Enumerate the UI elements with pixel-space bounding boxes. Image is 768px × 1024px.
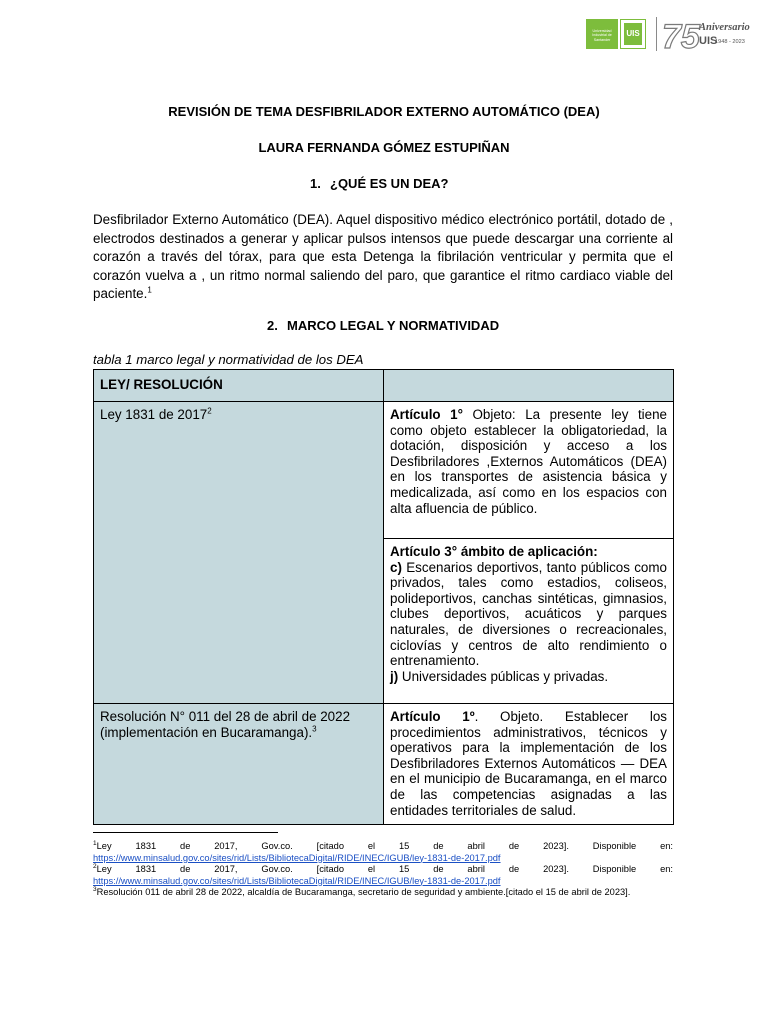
author-name: LAURA FERNANDA GÓMEZ ESTUPIÑAN	[258, 140, 510, 155]
item-j-text: Universidades públicas y privadas.	[398, 668, 609, 684]
intro-text: Desfibrilador Externo Automático (DEA). Aquel dispositivo médico electrónico portátil, dotado de , electrodos destinados a generar y aplicar pulsos intensos que puede descargar una corriente al corazón a través del tórax, para que esta Detenga la fibrilación ventricular y permita que el corazón vuelva a , un ritmo normal saliendo del paro, que garantice el ritmo cardiaco viable del paciente.	[93, 212, 673, 301]
university-logo-text: Universidad Industrial de Santander	[592, 29, 612, 42]
footnote-ref-2[interactable]: 2	[207, 406, 212, 416]
item-j-label: j)	[390, 668, 399, 684]
table-row	[94, 402, 674, 539]
section-2-heading	[267, 318, 499, 333]
logo-divider	[656, 17, 657, 51]
document-title: REVISIÓN DE TEMA DESFIBRILADOR EXTERNO AUTOMÁTICO (DEA)	[168, 104, 600, 119]
anniversary-brand: UIS	[699, 35, 718, 47]
footnote-2	[93, 864, 673, 887]
section-1-title: ¿QUÉ ES UN DEA?	[330, 176, 449, 191]
footnote-text: Ley 1831 de 2017, Gov.co. [citado el 15 de abril de 2023]. Disponible en:	[96, 841, 673, 851]
header-logos	[586, 17, 762, 51]
section-2-title: MARCO LEGAL Y NORMATIVIDAD	[287, 318, 500, 333]
footnote-text: Ley 1831 de 2017, Gov.co. [citado el 15 de abril de 2023]. Disponible en:	[96, 864, 673, 874]
article-text: . Objeto. Establecer los procedimientos administrativos, técnicos y operativos para la implementación de los Desfibriladores Externos Automáticos — DEA en el municipio de Bucaramanga, en el marco de las competencias asignadas a las entidades territoriales de salud.	[390, 709, 667, 818]
legal-framework-table	[93, 369, 674, 825]
section-2-number: 2.	[267, 318, 278, 333]
item-c-label: c)	[390, 559, 402, 575]
law-name: Resolución N° 011 del 28 de abril de 2022 (implementación en Bucaramanga).	[100, 709, 351, 740]
university-logo	[586, 19, 618, 49]
section-1-number: 1.	[310, 176, 321, 191]
footnote-1	[93, 841, 673, 864]
item-c-text: Escenarios deportivos, tanto públicos como privados, tales como estadios, coliseos, polideportivos, canchas sintéticas, gimnasios, clubes deportivos, acuáticos y parques naturales, de diversiones o recreacionales, ciclovías y centros de alto rendimiento o entrenamiento.	[390, 559, 667, 669]
footnote-text: Resolución 011 de abril 28 de 2022, alcaldía de Bucaramanga, secretario de seguridad y ambiente.[citado el 15 de abril de 2023].	[96, 887, 631, 897]
anniversary-number: 75	[662, 18, 700, 51]
uis-logo-mark: UIS	[624, 23, 642, 45]
law-cell	[94, 402, 384, 704]
footnote-number: 2	[93, 862, 97, 870]
anniversary-logo	[662, 17, 762, 51]
article-title: Artículo 1º	[390, 709, 475, 724]
anniversary-word: Aniversario	[699, 22, 750, 33]
table-caption: tabla 1 marco legal y normatividad de los DEA	[93, 352, 364, 367]
footnote-3	[93, 887, 673, 899]
article-text: Objeto: La presente ley tiene como objeto establecer la obligatoriedad, la dotación, disposición y acceso a los Desfibriladores ,Externos Automáticos (DEA) en los transportes de asistencia básica y medicalizada, así como en los espacios con alta afluencia de público.	[390, 407, 667, 516]
footnote-link[interactable]: https://www.minsalud.gov.co/sites/rid/Lists/BibliotecaDigital/RIDE/INEC/IGUB/ley-1831-de-2017.pdf	[93, 875, 501, 886]
footnote-number: 3	[93, 885, 97, 893]
table-header-law: LEY/ RESOLUCIÓN	[94, 370, 384, 402]
table-header-row	[94, 370, 674, 402]
table-row	[94, 704, 674, 825]
law-cell	[94, 704, 384, 825]
section-1-heading	[310, 176, 448, 191]
footnote-ref-3[interactable]: 3	[312, 724, 317, 734]
intro-paragraph	[93, 211, 673, 304]
article-cell	[384, 704, 674, 825]
uis-logo	[620, 19, 646, 49]
footnote-separator	[93, 832, 278, 833]
footnote-link[interactable]: https://www.minsalud.gov.co/sites/rid/Lists/BibliotecaDigital/RIDE/INEC/IGUB/ley-1831-de-2017.pdf	[93, 852, 501, 863]
article-title: Artículo 3° ámbito de aplicación:	[390, 544, 598, 559]
anniversary-years: 1948 - 2023	[715, 39, 745, 45]
footnote-ref-1[interactable]: 1	[147, 285, 152, 295]
article-cell	[384, 539, 674, 704]
article-title: Artículo 1°	[390, 407, 463, 422]
footnote-number: 1	[93, 839, 97, 847]
article-cell	[384, 402, 674, 539]
table-header-article	[384, 370, 674, 402]
law-name: Ley 1831 de 2017	[100, 407, 208, 422]
